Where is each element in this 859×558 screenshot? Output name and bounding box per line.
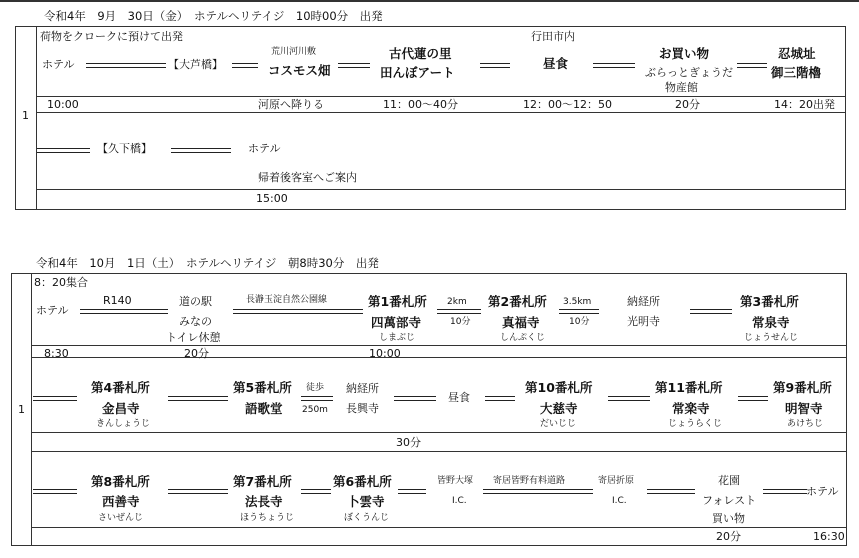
day2-fuda10: 第10番札所 [525, 380, 593, 395]
day2-forest: フォレスト [702, 494, 757, 507]
day2-row-divider-4 [31, 451, 846, 452]
day2-kana6: ぼくうんじ [344, 513, 390, 523]
day1-lunch-time: 12：00～12：50 [523, 98, 612, 111]
day2-time-1630: 16:30 [813, 530, 845, 543]
route-line [33, 396, 77, 401]
day2-header: 令和4年 10月 1日（土） ホテルヘリテイジ 朝8時30分 出発 [36, 256, 379, 270]
route-line [763, 489, 807, 494]
route-line [33, 489, 77, 494]
day1-row-divider-2 [36, 112, 845, 113]
day2-nagatoro-road: 長瀞玉淀自然公園線 [246, 295, 328, 305]
day2-time-10a: 10分 [450, 317, 471, 327]
day2-time-20b: 20分 [716, 530, 741, 543]
day2-hotel: ホテル [36, 304, 69, 317]
day2-komyoji: 光明寺 [627, 315, 660, 328]
route-line [168, 396, 228, 401]
route-line [690, 309, 732, 314]
day2-time-830: 8:30 [44, 347, 69, 360]
day2-shopping: 買い物 [712, 512, 745, 525]
day2-temple6: 卜雲寺 [347, 494, 385, 509]
day1-header: 令和4年 9月 30日（金） ホテルヘリテイジ 10時00分 出発 [44, 9, 383, 23]
day2-temple9: 明智寺 [785, 401, 823, 416]
day2-return-hotel: ホテル [806, 485, 839, 498]
day2-row-divider-1 [31, 345, 846, 346]
day2-temple1: 四萬部寺 [371, 315, 422, 330]
day1-arakawa: 荒川河川敷 [271, 47, 317, 57]
route-line [301, 396, 333, 401]
day1-kodai: 古代蓮の里 [389, 46, 452, 61]
route-line [301, 489, 331, 494]
day2-noukyo1: 納経所 [627, 295, 660, 308]
day1-note: 荷物をクロークに預けて出発 [40, 30, 183, 43]
day1-depart: 14：20出発 [774, 98, 835, 111]
route-line [80, 309, 168, 314]
day1-bura: ぶらっとぎょうだ [645, 66, 733, 79]
day1-kodai-time: 11：00～40分 [383, 98, 458, 111]
day1-row-number: 1 [22, 109, 29, 122]
day2-noukyo2: 納経所 [346, 382, 379, 395]
day1-cosmos: コスモス畑 [268, 63, 331, 78]
route-line [480, 63, 510, 68]
route-line [483, 489, 593, 494]
day1-shopping: お買い物 [659, 46, 710, 61]
day2-time-10b: 10分 [569, 317, 590, 327]
day2-kana10: だいじじ [540, 419, 577, 429]
day1-ashiya-bridge: 【大芦橋】 [168, 58, 223, 71]
day1-hotel: ホテル [42, 58, 75, 71]
day2-r140: R140 [103, 294, 132, 307]
route-line [437, 309, 481, 314]
day2-kana1: しまぶじ [379, 333, 416, 343]
route-line [559, 309, 599, 314]
day1-kawara: 河原へ降りる [258, 98, 324, 111]
day2-fuda9: 第9番札所 [773, 380, 832, 395]
route-line [394, 396, 436, 401]
day1-kuge-bridge: 【久下橋】 [97, 142, 152, 155]
day2-time-1000: 10:00 [369, 347, 401, 360]
day2-fuda5: 第5番札所 [233, 380, 292, 395]
route-line [608, 396, 650, 401]
day1-return-note: 帰着後客室へご案内 [258, 171, 357, 184]
day2-kana4: きんしょうじ [96, 419, 151, 429]
day2-kana7: ほうちょうじ [240, 513, 295, 523]
route-line [168, 489, 228, 494]
day2-minano-otsuka: 皆野大塚 [437, 476, 474, 486]
day2-row-divider-5 [31, 527, 846, 528]
day2-temple10: 大慈寺 [540, 401, 578, 416]
day2-lunch: 昼食 [448, 391, 470, 404]
day2-time-30: 30分 [396, 436, 421, 449]
day2-kana9: あけちじ [787, 419, 824, 429]
route-line [593, 63, 635, 68]
day2-fuda1: 第1番札所 [368, 294, 427, 309]
day2-hanazono: 花園 [718, 474, 740, 487]
day1-return-hotel: ホテル [248, 142, 281, 155]
day2-michi-no-eki: 道の駅 [179, 295, 212, 308]
day2-chokoji: 長興寺 [346, 402, 379, 415]
day2-ic2: I.C. [612, 496, 627, 506]
day1-sangaiyagura: 御三階櫓 [771, 65, 822, 80]
day2-fuda8: 第8番札所 [91, 474, 150, 489]
day2-fuda3: 第3番札所 [740, 294, 799, 309]
route-line [338, 63, 370, 68]
route-line [86, 63, 166, 68]
route-line [37, 148, 90, 153]
day2-temple5: 語歌堂 [245, 401, 283, 416]
day2-minano: みなの [179, 315, 212, 328]
day1-return-time: 15:00 [256, 192, 288, 205]
day1-bussankan: 物産館 [665, 81, 698, 94]
route-line [738, 396, 768, 401]
day2-temple4: 金昌寺 [102, 401, 140, 416]
day1-row-divider-3 [36, 189, 845, 190]
day2-col-divider [31, 273, 32, 545]
day1-time-start: 10:00 [47, 98, 79, 111]
day2-temple8: 西善寺 [102, 494, 140, 509]
day2-temple3: 常泉寺 [752, 315, 790, 330]
route-line [737, 63, 767, 68]
route-line [647, 489, 695, 494]
day2-fuda7: 第7番札所 [233, 474, 292, 489]
day1-col-divider [36, 26, 37, 209]
day1-tanbo-art: 田んぼアート [380, 65, 455, 80]
day2-kana11: じょうらくじ [668, 419, 723, 429]
day2-time-20: 20分 [184, 347, 209, 360]
route-line [171, 148, 231, 153]
day2-meet: 8：20集合 [34, 276, 88, 289]
day2-walk: 徒歩 [306, 383, 325, 393]
day2-fuda4: 第4番札所 [91, 380, 150, 395]
route-line [233, 309, 363, 314]
route-line [232, 63, 258, 68]
day2-dist-250m: 250m [302, 405, 328, 415]
day2-temple2: 真福寺 [502, 315, 540, 330]
day1-row-divider-1 [36, 96, 845, 97]
top-rule [0, 0, 859, 2]
day1-lunch: 昼食 [543, 56, 569, 71]
day2-dist-2km: 2km [447, 297, 467, 307]
day2-temple7: 法長寺 [245, 494, 283, 509]
day2-fuda2: 第2番札所 [488, 294, 547, 309]
day2-fuda11: 第11番札所 [655, 380, 723, 395]
day1-shop-time: 20分 [675, 98, 700, 111]
day2-kana8: さいぜんじ [98, 513, 144, 523]
day2-yorii: 寄居折原 [598, 476, 635, 486]
day2-row-divider-2 [31, 357, 846, 358]
day1-city: 行田市内 [531, 30, 575, 43]
day2-kana3: じょうせんじ [744, 333, 799, 343]
day2-temple11: 常楽寺 [672, 401, 710, 416]
day2-kana2: しんぷくじ [500, 333, 546, 343]
route-line [398, 489, 426, 494]
day2-toilet-break: トイレ休憩 [166, 331, 221, 344]
day2-row-divider-3 [31, 432, 846, 433]
day1-oshi: 忍城址 [778, 46, 816, 61]
day2-ic1: I.C. [452, 496, 467, 506]
day2-row-number: 1 [18, 403, 25, 416]
day2-toll-road: 寄居皆野有料道路 [493, 476, 566, 486]
day2-dist-35km: 3.5km [563, 297, 592, 307]
day2-fuda6: 第6番札所 [333, 474, 392, 489]
route-line [485, 396, 515, 401]
